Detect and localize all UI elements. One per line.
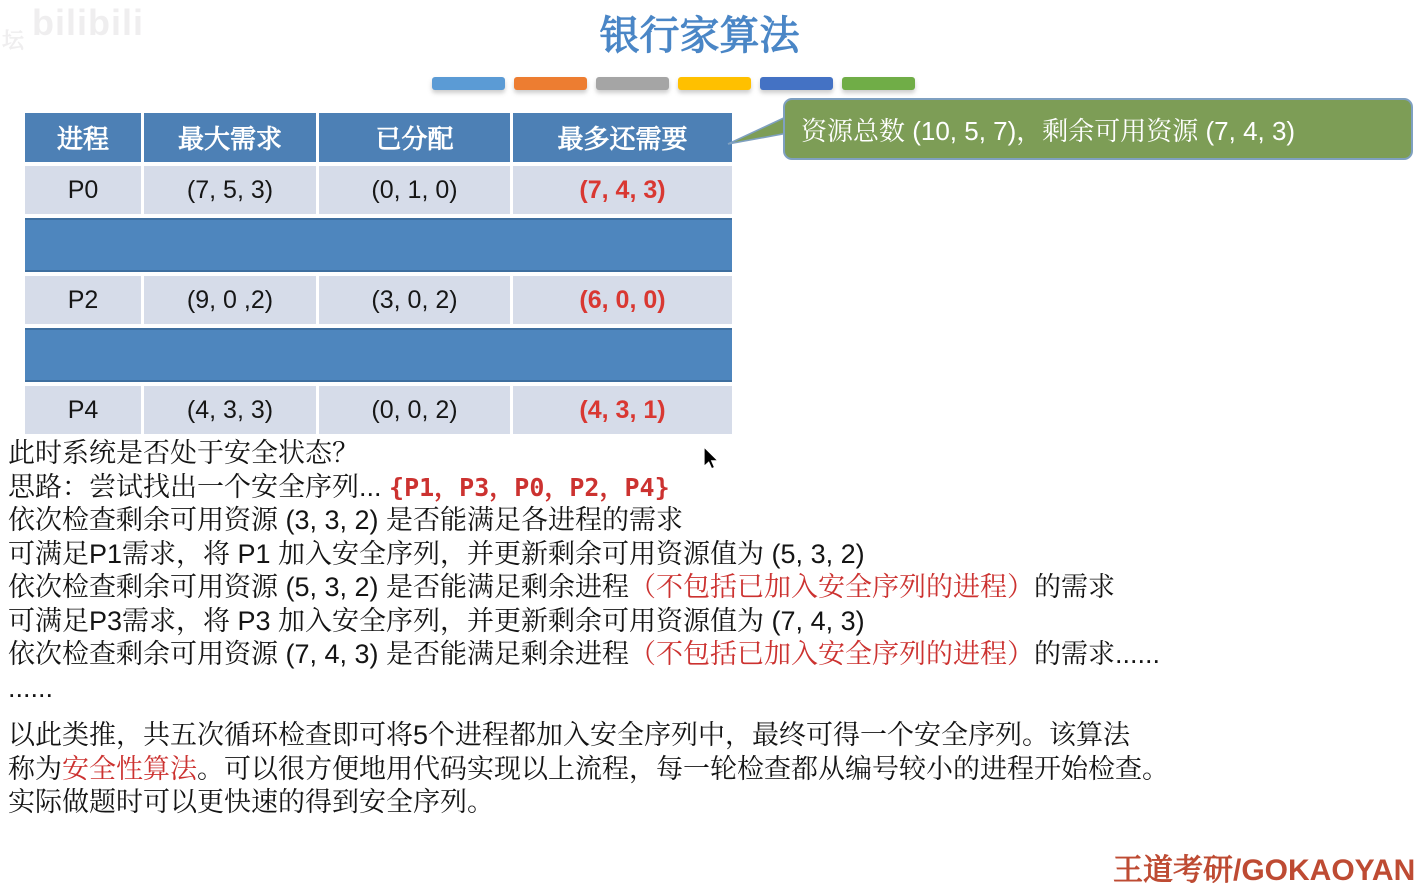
highlighted-text: （不包括已加入安全序列的进程） bbox=[629, 572, 1035, 602]
text-line bbox=[8, 672, 1399, 706]
resource-table bbox=[25, 113, 732, 438]
hidden-row-cover bbox=[25, 218, 732, 272]
highlighted-text: 安全性算法 bbox=[62, 753, 197, 784]
plain-text: ...... bbox=[8, 672, 54, 703]
text-line bbox=[8, 504, 1399, 538]
plain-text: 依次检查剩余可用资源 (5, 3, 2) 是否能满足剩余进程 bbox=[8, 572, 630, 602]
plain-text: 称为 bbox=[8, 753, 62, 784]
table-cell: (3, 0, 2) bbox=[319, 276, 510, 324]
plain-text: 以此类推，共五次循环检查即可将5个进程都加入安全序列中，最终可得一个安全序列。该算法 bbox=[8, 720, 1131, 750]
table-header-row bbox=[25, 113, 732, 162]
text-line bbox=[8, 786, 1399, 820]
table-cell: (6, 0, 0) bbox=[513, 276, 732, 324]
watermark-char: 坛 bbox=[2, 28, 25, 53]
plain-text: 可满足P3需求，将 P3 加入安全序列，并更新剩余可用资源值为 (7, 4, 3) bbox=[8, 605, 865, 636]
text-line bbox=[8, 538, 1399, 572]
highlighted-text: （不包括已加入安全序列的进程） bbox=[629, 639, 1035, 669]
table-cell: (0, 1, 0) bbox=[319, 166, 510, 214]
plain-text: 的需求...... bbox=[1034, 639, 1161, 669]
table-header-cell: 最多还需要 bbox=[513, 113, 732, 162]
gokaoyan-watermark: 王道考研/GOKAOYAN bbox=[1113, 854, 1415, 887]
table-header-cell: 进程 bbox=[25, 113, 141, 162]
table-cell: (9, 0 ,2) bbox=[144, 276, 316, 324]
table-cell: P0 bbox=[25, 166, 141, 214]
body-text bbox=[8, 437, 1399, 820]
text-line bbox=[8, 605, 1399, 639]
color-bar bbox=[432, 77, 505, 90]
color-bar bbox=[678, 77, 751, 90]
resource-callout-bubble bbox=[783, 98, 1413, 160]
table-cell: (7, 4, 3) bbox=[513, 166, 732, 214]
color-bar bbox=[842, 77, 915, 90]
plain-text: 。可以很方便地用代码实现以上流程，每一轮检查都从编号较小的进程开始检查。 bbox=[197, 753, 1169, 784]
table-row bbox=[25, 386, 732, 434]
table-cell: (4, 3, 3) bbox=[144, 386, 316, 434]
text-line bbox=[8, 638, 1399, 672]
mouse-cursor-icon bbox=[703, 446, 721, 471]
text-line bbox=[8, 571, 1399, 605]
table-cell: P2 bbox=[25, 276, 141, 324]
text-line bbox=[8, 471, 1399, 505]
hidden-row-cover bbox=[25, 328, 732, 382]
callout-text: 资源总数 (10, 5, 7)，剩余可用资源 (7, 4, 3) bbox=[801, 115, 1296, 146]
plain-text: 依次检查剩余可用资源 (3, 3, 2) 是否能满足各进程的需求 bbox=[8, 505, 684, 535]
plain-text: 可满足P1需求，将 P1 加入安全序列，并更新剩余可用资源值为 (5, 3, 2) bbox=[8, 538, 865, 569]
plain-text: 思路：尝试找出一个安全序列... bbox=[8, 471, 390, 502]
table-cell: P4 bbox=[25, 386, 141, 434]
table-cell: (0, 0, 2) bbox=[319, 386, 510, 434]
plain-text: 此时系统是否处于安全状态？ bbox=[8, 438, 359, 468]
page-title: 银行家算法 bbox=[599, 14, 800, 58]
section-divider-bars bbox=[432, 77, 915, 90]
table-cell: (7, 5, 3) bbox=[144, 166, 316, 214]
table-cell: (4, 3, 1) bbox=[513, 386, 732, 434]
plain-text: 实际做题时可以更快速的得到安全序列。 bbox=[8, 787, 494, 817]
callout-tail bbox=[727, 111, 789, 149]
highlighted-text: {P1，P3，P0，P2，P4} bbox=[389, 472, 670, 502]
table-header-cell: 已分配 bbox=[319, 113, 510, 162]
plain-text: 依次检查剩余可用资源 (7, 4, 3) 是否能满足剩余进程 bbox=[8, 639, 630, 669]
bilibili-logo-icon: bilibili bbox=[32, 2, 144, 43]
table-row bbox=[25, 166, 732, 214]
table-row bbox=[25, 276, 732, 324]
plain-text: 的需求 bbox=[1034, 572, 1116, 602]
text-line bbox=[8, 753, 1399, 787]
table-header-cell: 最大需求 bbox=[144, 113, 316, 162]
text-line bbox=[8, 719, 1399, 753]
color-bar bbox=[514, 77, 587, 90]
color-bar bbox=[760, 77, 833, 90]
color-bar bbox=[596, 77, 669, 90]
